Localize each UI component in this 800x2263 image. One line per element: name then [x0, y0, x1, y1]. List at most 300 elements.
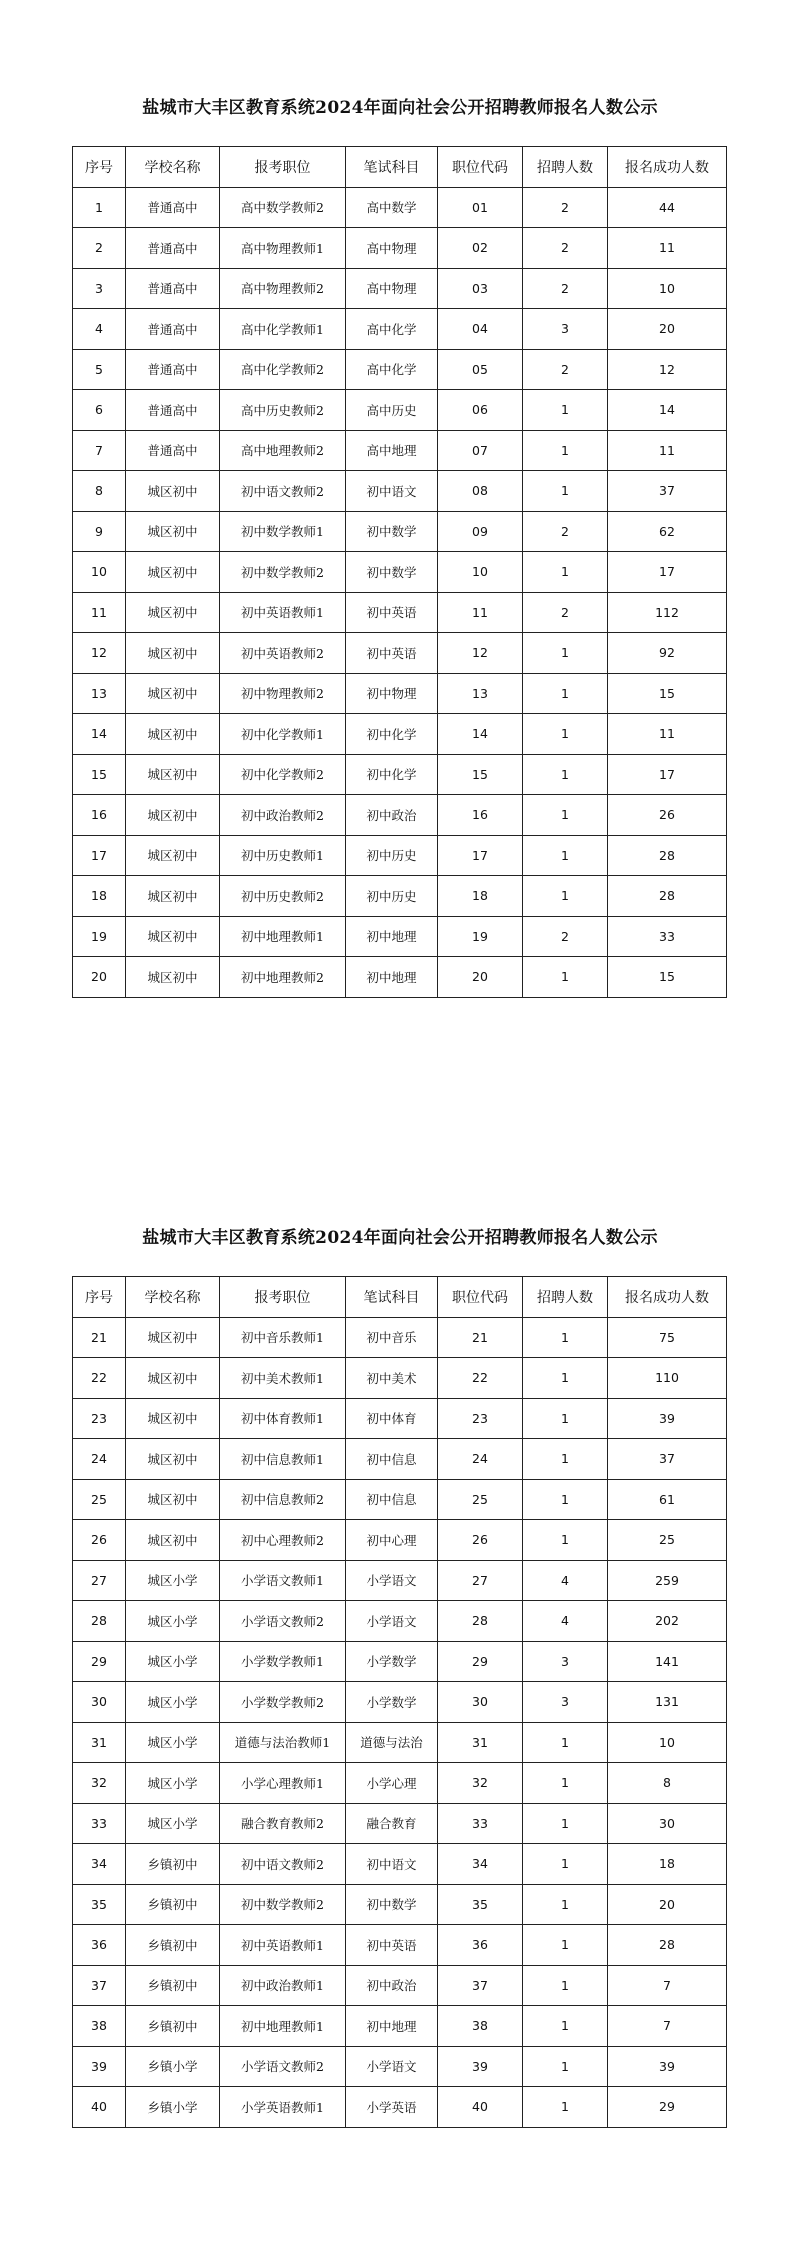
cell-position: 初中历史教师2: [220, 876, 346, 917]
cell-position: 高中化学教师2: [220, 349, 346, 390]
cell-serial: 1: [73, 187, 126, 228]
cell-applicant-count: 37: [608, 471, 727, 512]
cell-applicant-count: 17: [608, 754, 727, 795]
table-row: [73, 957, 727, 998]
cell-position: 小学语文教师2: [220, 2046, 346, 2087]
cell-school-name: 城区初中: [126, 1358, 220, 1399]
cell-hiring-count: 1: [523, 471, 608, 512]
cell-position: 初中英语教师1: [220, 592, 346, 633]
cell-hiring-count: 4: [523, 1601, 608, 1642]
table-row: [73, 2087, 727, 2128]
header-school-name: 学校名称: [126, 147, 220, 188]
cell-position-code: 16: [438, 795, 523, 836]
cell-serial: 37: [73, 1965, 126, 2006]
cell-hiring-count: 1: [523, 1884, 608, 1925]
cell-serial: 33: [73, 1803, 126, 1844]
cell-position-code: 22: [438, 1358, 523, 1399]
cell-exam-subject: 初中地理: [346, 916, 438, 957]
cell-serial: 24: [73, 1439, 126, 1480]
cell-exam-subject: 小学心理: [346, 1763, 438, 1804]
cell-position-code: 33: [438, 1803, 523, 1844]
cell-school-name: 普通高中: [126, 228, 220, 269]
cell-position-code: 39: [438, 2046, 523, 2087]
cell-serial: 9: [73, 511, 126, 552]
cell-school-name: 普通高中: [126, 187, 220, 228]
cell-school-name: 城区初中: [126, 633, 220, 674]
table-row: [73, 552, 727, 593]
cell-school-name: 城区初中: [126, 1439, 220, 1480]
cell-exam-subject: 小学英语: [346, 2087, 438, 2128]
cell-exam-subject: 高中历史: [346, 390, 438, 431]
cell-position: 小学语文教师2: [220, 1601, 346, 1642]
cell-serial: 3: [73, 268, 126, 309]
cell-applicant-count: 141: [608, 1641, 727, 1682]
page-section-2: [0, 1226, 800, 2115]
cell-exam-subject: 初中化学: [346, 714, 438, 755]
cell-school-name: 城区初中: [126, 835, 220, 876]
cell-applicant-count: 202: [608, 1601, 727, 1642]
cell-exam-subject: 初中历史: [346, 835, 438, 876]
cell-applicant-count: 61: [608, 1479, 727, 1520]
cell-exam-subject: 高中数学: [346, 187, 438, 228]
cell-serial: 6: [73, 390, 126, 431]
cell-hiring-count: 1: [523, 430, 608, 471]
header-hiring-count: 招聘人数: [523, 1277, 608, 1318]
cell-position: 初中英语教师1: [220, 1925, 346, 1966]
cell-hiring-count: 1: [523, 1803, 608, 1844]
cell-serial: 34: [73, 1844, 126, 1885]
cell-school-name: 城区初中: [126, 552, 220, 593]
cell-applicant-count: 7: [608, 2006, 727, 2047]
table-row: [73, 754, 727, 795]
document-title: 盐城市大丰区教育系统2024年面向社会公开招聘教师报名人数公示: [142, 98, 658, 118]
table-row: [73, 349, 727, 390]
cell-applicant-count: 7: [608, 1965, 727, 2006]
table-row: [73, 1763, 727, 1804]
table-row: [73, 1682, 727, 1723]
cell-applicant-count: 259: [608, 1560, 727, 1601]
cell-applicant-count: 62: [608, 511, 727, 552]
cell-school-name: 乡镇初中: [126, 1965, 220, 2006]
cell-serial: 29: [73, 1641, 126, 1682]
cell-position-code: 03: [438, 268, 523, 309]
cell-position-code: 36: [438, 1925, 523, 1966]
cell-hiring-count: 1: [523, 1844, 608, 1885]
cell-position: 初中数学教师2: [220, 1884, 346, 1925]
cell-school-name: 普通高中: [126, 390, 220, 431]
cell-serial: 25: [73, 1479, 126, 1520]
cell-applicant-count: 18: [608, 1844, 727, 1885]
cell-serial: 28: [73, 1601, 126, 1642]
cell-hiring-count: 1: [523, 673, 608, 714]
cell-exam-subject: 小学语文: [346, 1601, 438, 1642]
cell-position-code: 05: [438, 349, 523, 390]
cell-position: 小学心理教师1: [220, 1763, 346, 1804]
table-row: [73, 714, 727, 755]
cell-position-code: 30: [438, 1682, 523, 1723]
cell-hiring-count: 2: [523, 916, 608, 957]
cell-serial: 16: [73, 795, 126, 836]
cell-serial: 15: [73, 754, 126, 795]
cell-hiring-count: 1: [523, 876, 608, 917]
table-row: [73, 592, 727, 633]
cell-exam-subject: 高中地理: [346, 430, 438, 471]
cell-exam-subject: 初中物理: [346, 673, 438, 714]
cell-school-name: 城区初中: [126, 1520, 220, 1561]
cell-position-code: 35: [438, 1884, 523, 1925]
table-row: [73, 1520, 727, 1561]
cell-serial: 20: [73, 957, 126, 998]
cell-position: 初中历史教师1: [220, 835, 346, 876]
cell-serial: 13: [73, 673, 126, 714]
header-applicant-count: 报名成功人数: [608, 147, 727, 188]
cell-position-code: 13: [438, 673, 523, 714]
cell-applicant-count: 26: [608, 795, 727, 836]
cell-applicant-count: 30: [608, 1803, 727, 1844]
cell-hiring-count: 1: [523, 714, 608, 755]
cell-serial: 38: [73, 2006, 126, 2047]
cell-position-code: 38: [438, 2006, 523, 2047]
cell-exam-subject: 初中英语: [346, 592, 438, 633]
cell-serial: 30: [73, 1682, 126, 1723]
cell-position-code: 17: [438, 835, 523, 876]
cell-exam-subject: 初中地理: [346, 957, 438, 998]
cell-hiring-count: 3: [523, 1641, 608, 1682]
table-row: [73, 2046, 727, 2087]
cell-position: 高中化学教师1: [220, 309, 346, 350]
cell-hiring-count: 1: [523, 2046, 608, 2087]
cell-exam-subject: 初中数学: [346, 552, 438, 593]
header-exam-subject: 笔试科目: [346, 1277, 438, 1318]
registration-table-1: [72, 146, 727, 998]
table-row: [73, 1479, 727, 1520]
table-header-row: [73, 147, 727, 188]
table-row: [73, 1398, 727, 1439]
cell-hiring-count: 1: [523, 1479, 608, 1520]
cell-applicant-count: 11: [608, 714, 727, 755]
cell-position-code: 12: [438, 633, 523, 674]
cell-school-name: 城区初中: [126, 1398, 220, 1439]
cell-exam-subject: 高中物理: [346, 268, 438, 309]
cell-serial: 2: [73, 228, 126, 269]
cell-serial: 19: [73, 916, 126, 957]
cell-applicant-count: 17: [608, 552, 727, 593]
cell-school-name: 城区小学: [126, 1682, 220, 1723]
cell-serial: 31: [73, 1722, 126, 1763]
cell-position-code: 27: [438, 1560, 523, 1601]
cell-serial: 23: [73, 1398, 126, 1439]
cell-applicant-count: 131: [608, 1682, 727, 1723]
cell-applicant-count: 15: [608, 673, 727, 714]
cell-applicant-count: 37: [608, 1439, 727, 1480]
cell-position: 初中语文教师2: [220, 471, 346, 512]
cell-exam-subject: 初中英语: [346, 633, 438, 674]
cell-hiring-count: 2: [523, 187, 608, 228]
cell-serial: 10: [73, 552, 126, 593]
cell-school-name: 城区小学: [126, 1560, 220, 1601]
cell-serial: 22: [73, 1358, 126, 1399]
cell-exam-subject: 初中化学: [346, 754, 438, 795]
cell-hiring-count: 1: [523, 1398, 608, 1439]
cell-hiring-count: 1: [523, 1965, 608, 2006]
cell-position: 小学语文教师1: [220, 1560, 346, 1601]
cell-position-code: 21: [438, 1317, 523, 1358]
cell-exam-subject: 初中地理: [346, 2006, 438, 2047]
cell-position-code: 34: [438, 1844, 523, 1885]
cell-hiring-count: 2: [523, 349, 608, 390]
table-row: [73, 511, 727, 552]
cell-serial: 40: [73, 2087, 126, 2128]
cell-school-name: 城区初中: [126, 1317, 220, 1358]
cell-position-code: 28: [438, 1601, 523, 1642]
table-row: [73, 430, 727, 471]
cell-exam-subject: 小学语文: [346, 2046, 438, 2087]
cell-applicant-count: 39: [608, 2046, 727, 2087]
table-row: [73, 1317, 727, 1358]
cell-position-code: 23: [438, 1398, 523, 1439]
cell-school-name: 普通高中: [126, 349, 220, 390]
cell-position: 高中地理教师2: [220, 430, 346, 471]
cell-position: 初中政治教师2: [220, 795, 346, 836]
cell-applicant-count: 25: [608, 1520, 727, 1561]
cell-exam-subject: 小学数学: [346, 1682, 438, 1723]
cell-position: 高中数学教师2: [220, 187, 346, 228]
cell-school-name: 城区初中: [126, 673, 220, 714]
cell-hiring-count: 1: [523, 835, 608, 876]
cell-exam-subject: 初中英语: [346, 1925, 438, 1966]
cell-position-code: 31: [438, 1722, 523, 1763]
table-row: [73, 1803, 727, 1844]
cell-applicant-count: 20: [608, 1884, 727, 1925]
cell-school-name: 乡镇小学: [126, 2046, 220, 2087]
cell-serial: 36: [73, 1925, 126, 1966]
cell-position: 初中地理教师1: [220, 2006, 346, 2047]
cell-exam-subject: 初中数学: [346, 511, 438, 552]
cell-school-name: 乡镇初中: [126, 1884, 220, 1925]
cell-hiring-count: 1: [523, 795, 608, 836]
cell-hiring-count: 2: [523, 511, 608, 552]
cell-exam-subject: 小学数学: [346, 1641, 438, 1682]
cell-hiring-count: 1: [523, 552, 608, 593]
cell-position: 初中体育教师1: [220, 1398, 346, 1439]
cell-position-code: 40: [438, 2087, 523, 2128]
cell-exam-subject: 高中化学: [346, 309, 438, 350]
cell-position: 初中数学教师1: [220, 511, 346, 552]
cell-serial: 26: [73, 1520, 126, 1561]
cell-position: 初中化学教师1: [220, 714, 346, 755]
table-row: [73, 633, 727, 674]
cell-position-code: 24: [438, 1439, 523, 1480]
cell-hiring-count: 1: [523, 1358, 608, 1399]
cell-hiring-count: 2: [523, 592, 608, 633]
header-school-name: 学校名称: [126, 1277, 220, 1318]
cell-hiring-count: 1: [523, 1317, 608, 1358]
cell-position: 初中英语教师2: [220, 633, 346, 674]
cell-hiring-count: 1: [523, 1439, 608, 1480]
cell-school-name: 城区初中: [126, 1479, 220, 1520]
document-title: 盐城市大丰区教育系统2024年面向社会公开招聘教师报名人数公示: [142, 1228, 658, 1248]
cell-hiring-count: 3: [523, 309, 608, 350]
table-row: [73, 1641, 727, 1682]
cell-school-name: 城区初中: [126, 714, 220, 755]
table-row: [73, 471, 727, 512]
cell-school-name: 乡镇初中: [126, 2006, 220, 2047]
cell-position: 初中地理教师2: [220, 957, 346, 998]
cell-school-name: 城区初中: [126, 876, 220, 917]
cell-hiring-count: 1: [523, 633, 608, 674]
cell-serial: 11: [73, 592, 126, 633]
cell-serial: 4: [73, 309, 126, 350]
cell-applicant-count: 10: [608, 1722, 727, 1763]
cell-exam-subject: 初中信息: [346, 1479, 438, 1520]
cell-exam-subject: 小学语文: [346, 1560, 438, 1601]
cell-position: 融合教育教师2: [220, 1803, 346, 1844]
cell-position-code: 18: [438, 876, 523, 917]
cell-exam-subject: 初中信息: [346, 1439, 438, 1480]
cell-hiring-count: 1: [523, 1722, 608, 1763]
cell-exam-subject: 初中美术: [346, 1358, 438, 1399]
cell-position: 初中信息教师2: [220, 1479, 346, 1520]
cell-applicant-count: 75: [608, 1317, 727, 1358]
cell-exam-subject: 高中化学: [346, 349, 438, 390]
cell-position: 高中历史教师2: [220, 390, 346, 431]
cell-school-name: 乡镇小学: [126, 2087, 220, 2128]
cell-applicant-count: 8: [608, 1763, 727, 1804]
cell-position: 初中政治教师1: [220, 1965, 346, 2006]
cell-hiring-count: 2: [523, 268, 608, 309]
cell-applicant-count: 14: [608, 390, 727, 431]
cell-position: 初中语文教师2: [220, 1844, 346, 1885]
table-row: [73, 268, 727, 309]
table-row: [73, 1358, 727, 1399]
header-position-code: 职位代码: [438, 1277, 523, 1318]
table-row: [73, 1965, 727, 2006]
cell-position: 高中物理教师1: [220, 228, 346, 269]
cell-applicant-count: 44: [608, 187, 727, 228]
cell-applicant-count: 15: [608, 957, 727, 998]
cell-position: 初中物理教师2: [220, 673, 346, 714]
cell-hiring-count: 1: [523, 1763, 608, 1804]
cell-serial: 39: [73, 2046, 126, 2087]
cell-school-name: 城区小学: [126, 1722, 220, 1763]
table-row: [73, 390, 727, 431]
cell-school-name: 普通高中: [126, 430, 220, 471]
header-serial: 序号: [73, 147, 126, 188]
cell-position: 初中信息教师1: [220, 1439, 346, 1480]
cell-serial: 14: [73, 714, 126, 755]
cell-serial: 21: [73, 1317, 126, 1358]
table-row: [73, 1925, 727, 1966]
cell-position: 小学数学教师2: [220, 1682, 346, 1723]
cell-hiring-count: 1: [523, 1925, 608, 1966]
cell-serial: 5: [73, 349, 126, 390]
table-row: [73, 673, 727, 714]
cell-position: 初中美术教师1: [220, 1358, 346, 1399]
table-row: [73, 835, 727, 876]
cell-exam-subject: 初中数学: [346, 1884, 438, 1925]
page-section-1: [0, 96, 800, 985]
cell-school-name: 城区初中: [126, 795, 220, 836]
cell-position: 高中物理教师2: [220, 268, 346, 309]
cell-position-code: 15: [438, 754, 523, 795]
table-row: [73, 876, 727, 917]
cell-applicant-count: 20: [608, 309, 727, 350]
header-applicant-count: 报名成功人数: [608, 1277, 727, 1318]
cell-applicant-count: 11: [608, 228, 727, 269]
cell-applicant-count: 28: [608, 835, 727, 876]
table-row: [73, 228, 727, 269]
cell-serial: 32: [73, 1763, 126, 1804]
cell-applicant-count: 28: [608, 1925, 727, 1966]
table-row: [73, 1844, 727, 1885]
cell-serial: 8: [73, 471, 126, 512]
cell-school-name: 城区初中: [126, 471, 220, 512]
table-row: [73, 1560, 727, 1601]
cell-hiring-count: 3: [523, 1682, 608, 1723]
cell-school-name: 城区初中: [126, 592, 220, 633]
cell-hiring-count: 1: [523, 390, 608, 431]
cell-hiring-count: 1: [523, 2006, 608, 2047]
cell-position: 道德与法治教师1: [220, 1722, 346, 1763]
cell-school-name: 城区小学: [126, 1641, 220, 1682]
table-header-row: [73, 1277, 727, 1318]
cell-position-code: 09: [438, 511, 523, 552]
cell-exam-subject: 初中政治: [346, 795, 438, 836]
table-row: [73, 1884, 727, 1925]
cell-applicant-count: 112: [608, 592, 727, 633]
table-row: [73, 1439, 727, 1480]
cell-position-code: 19: [438, 916, 523, 957]
cell-position-code: 02: [438, 228, 523, 269]
cell-hiring-count: 4: [523, 1560, 608, 1601]
cell-serial: 17: [73, 835, 126, 876]
cell-exam-subject: 高中物理: [346, 228, 438, 269]
table-row: [73, 795, 727, 836]
cell-serial: 27: [73, 1560, 126, 1601]
cell-position: 初中心理教师2: [220, 1520, 346, 1561]
cell-position-code: 04: [438, 309, 523, 350]
table-row: [73, 309, 727, 350]
cell-hiring-count: 1: [523, 957, 608, 998]
cell-position-code: 29: [438, 1641, 523, 1682]
cell-exam-subject: 初中历史: [346, 876, 438, 917]
cell-applicant-count: 12: [608, 349, 727, 390]
cell-school-name: 乡镇初中: [126, 1844, 220, 1885]
header-serial: 序号: [73, 1277, 126, 1318]
cell-exam-subject: 初中音乐: [346, 1317, 438, 1358]
cell-position: 小学英语教师1: [220, 2087, 346, 2128]
cell-position: 初中地理教师1: [220, 916, 346, 957]
cell-position-code: 32: [438, 1763, 523, 1804]
cell-exam-subject: 道德与法治: [346, 1722, 438, 1763]
cell-hiring-count: 1: [523, 754, 608, 795]
cell-applicant-count: 33: [608, 916, 727, 957]
cell-applicant-count: 28: [608, 876, 727, 917]
cell-position-code: 14: [438, 714, 523, 755]
cell-position-code: 10: [438, 552, 523, 593]
cell-position-code: 01: [438, 187, 523, 228]
cell-school-name: 城区小学: [126, 1601, 220, 1642]
cell-exam-subject: 初中语文: [346, 471, 438, 512]
cell-position: 初中数学教师2: [220, 552, 346, 593]
header-position: 报考职位: [220, 147, 346, 188]
header-hiring-count: 招聘人数: [523, 147, 608, 188]
cell-serial: 12: [73, 633, 126, 674]
cell-position-code: 20: [438, 957, 523, 998]
cell-position-code: 11: [438, 592, 523, 633]
cell-school-name: 城区初中: [126, 754, 220, 795]
cell-position: 初中音乐教师1: [220, 1317, 346, 1358]
